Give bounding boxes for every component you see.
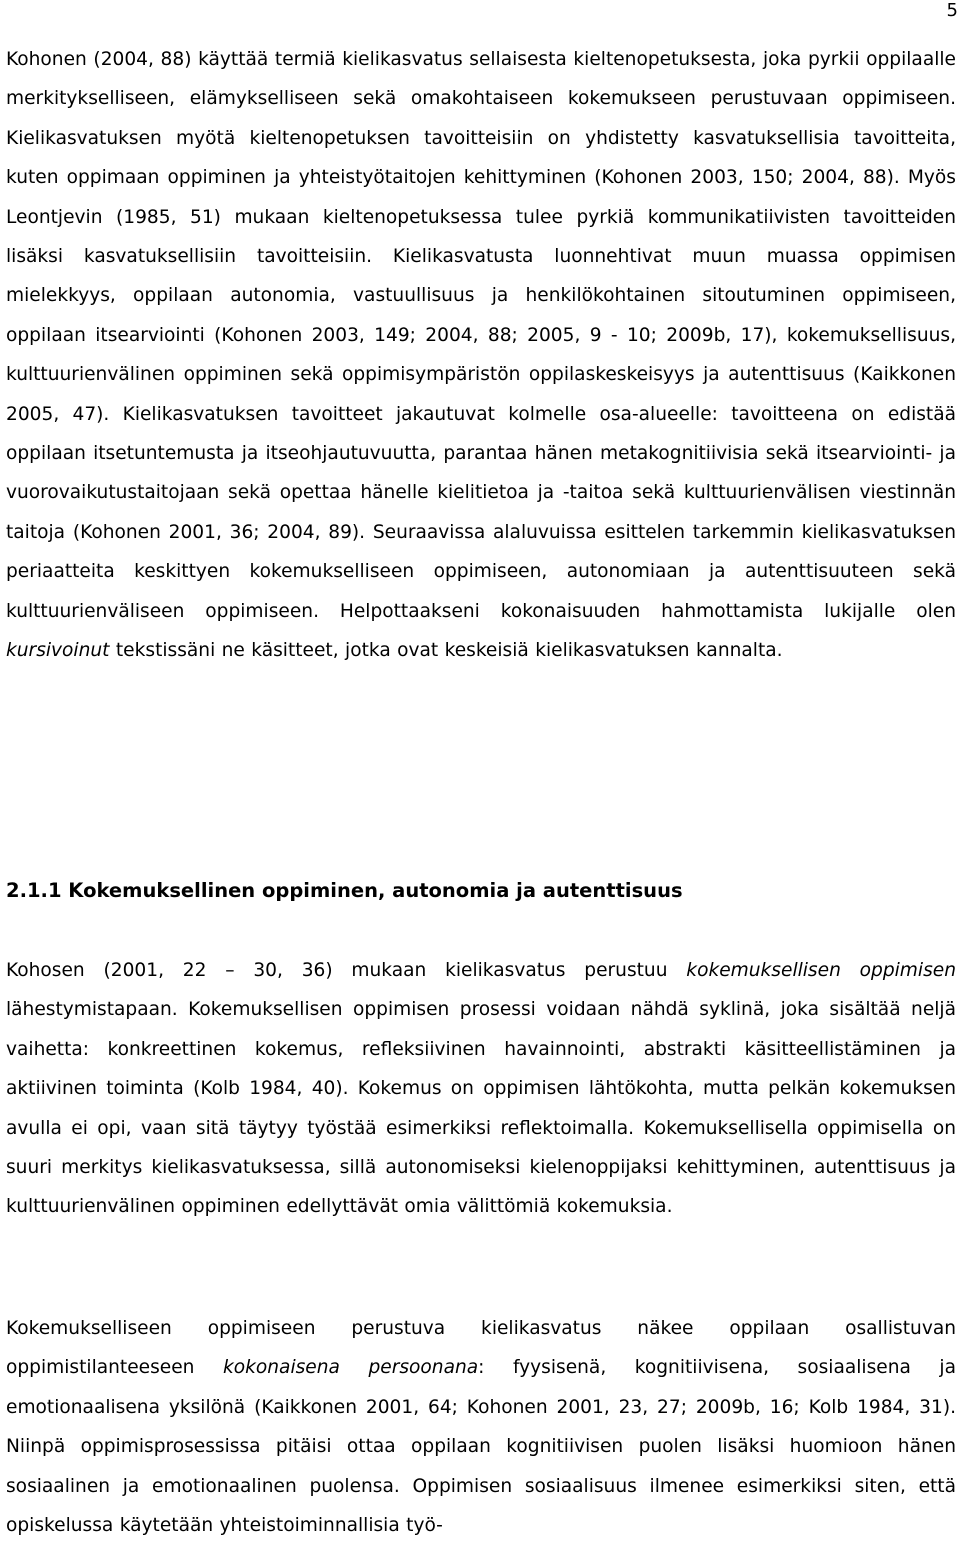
- page-number: 5: [946, 0, 958, 21]
- paragraph-holistic: [6, 1309, 956, 1545]
- paragraph-holistic-text: Kokemukselliseen oppimiseen perustuva kielikasvatus näkee oppilaan osallistuvan oppimistilanteeseen: [6, 1318, 956, 1379]
- paragraph-holistic-text-after: : fyysisenä, kognitiivisena, sosiaalisena ja emotionaalisena yksilönä (Kaikkonen 2001, 64; Kohonen 2001, 23, 27; 2009b, 16; Kolb 1984, 31). Niinpä oppimisprosessissa pitäisi ottaa oppilaan kognitiivisen puolen lisäksi huomioon hänen sosiaalinen ja emotionaalinen puolensa. Oppimisen sosiaalisuus ilmenee esimerkiksi siten, että opiskelussa käytetään yhteistoiminnallisia työ-: [6, 1357, 956, 1537]
- paragraph-experiential-italic: kokemuksellisen oppimisen: [686, 960, 956, 981]
- section-heading: 2.1.1 Kokemuksellinen oppiminen, autonomia ja autenttisuus: [6, 879, 683, 902]
- paragraph-intro-text-after: tekstissäni ne käsitteet, jotka ovat keskeisiä kielikasvatuksen kannalta.: [109, 640, 783, 662]
- paragraph-experiential-text-after: lähestymistapaan. Kokemuksellisen oppimisen prosessi voidaan nähdä syklinä, joka sisältää neljä vaihetta: konkreettinen kokemus, refleksiivinen havainnointi, abstrakti käsitteellistäminen ja aktiivinen toiminta (Kolb 1984, 40). Kokemus on oppimisen lähtökohta, mutta pelkän kokemuksen avulla ei opi, vaan sitä täytyy työstää esimerkiksi reflektoimalla. Kokemuksellisella oppimisella on suuri merkitys kielikasvatuksessa, sillä autonomiseksi kielenoppijaksi kehittyminen, autenttisuus ja kulttuurienvälinen oppiminen edellyttävät omia välittömiä kokemuksia.: [6, 999, 956, 1218]
- paragraph-intro: [6, 40, 956, 671]
- paragraph-holistic-italic: kokonaisena persoonana: [222, 1357, 479, 1379]
- paragraph-intro-italic: kursivoinut: [6, 640, 110, 662]
- paragraph-intro-text: Kohonen (2004, 88) käyttää termiä kielikasvatus sellaisesta kieltenopetuksesta, joka pyrkii oppilaalle merkitykselliseen, elämykselliseen sekä omakohtaiseen kokemukseen perustuvaan oppimiseen. Kielikasvatuksen myötä kieltenopetuksen tavoitteisiin on yhdistetty kasvatuksellisia tavoitteita, kuten oppimaan oppiminen ja yhteistyötaitojen kehittyminen (Kohonen 2003, 150; 2004, 88). Myös Leontjevin (1985, 51) mukaan kieltenopetuksessa tulee pyrkiä kommunikatiivisten tavoitteiden lisäksi kasvatuksellisiin tavoitteisiin. Kielikasvatusta luonnehtivat muun muassa oppimisen mielekkyys, oppilaan autonomia, vastuullisuus ja henkilökohtainen sitoutuminen oppimiseen, oppilaan itsearviointi (Kohonen 2003, 149; 2004, 88; 2005, 9 - 10; 2009b, 17), kokemuksellisuus, kulttuurienvälinen oppiminen sekä oppimisympäristön oppilaskeskeisyys ja autenttisuus (Kaikkonen 2005, 47). Kielikasvatuksen tavoitteet jakautuvat kolmelle osa-alueelle: tavoitteena on edistää oppilaan itsetuntemusta ja itseohjautuvuutta, parantaa hänen metakognitiivisia sekä itsearviointi- ja vuorovaikutustaitojaan sekä opettaa hänelle kielitietoa ja -taitoa sekä kulttuurienvälisen viestinnän taitoja (Kohonen 2001, 36; 2004, 89). Seuraavissa alaluvuissa esittelen tarkemmin kielikasvatuksen periaatteita keskittyen kokemukselliseen oppimiseen, autonomiaan ja autenttisuuteen sekä kulttuurienväliseen oppimiseen. Helpottaakseni kokonaisuuden hahmottamista lukijalle olen: [6, 49, 956, 622]
- paragraph-experiential: [6, 951, 956, 1227]
- document-body: [6, 40, 956, 1537]
- paragraph-experiential-text: Kohosen (2001, 22 – 30, 36) mukaan kielikasvatus perustuu: [6, 960, 687, 981]
